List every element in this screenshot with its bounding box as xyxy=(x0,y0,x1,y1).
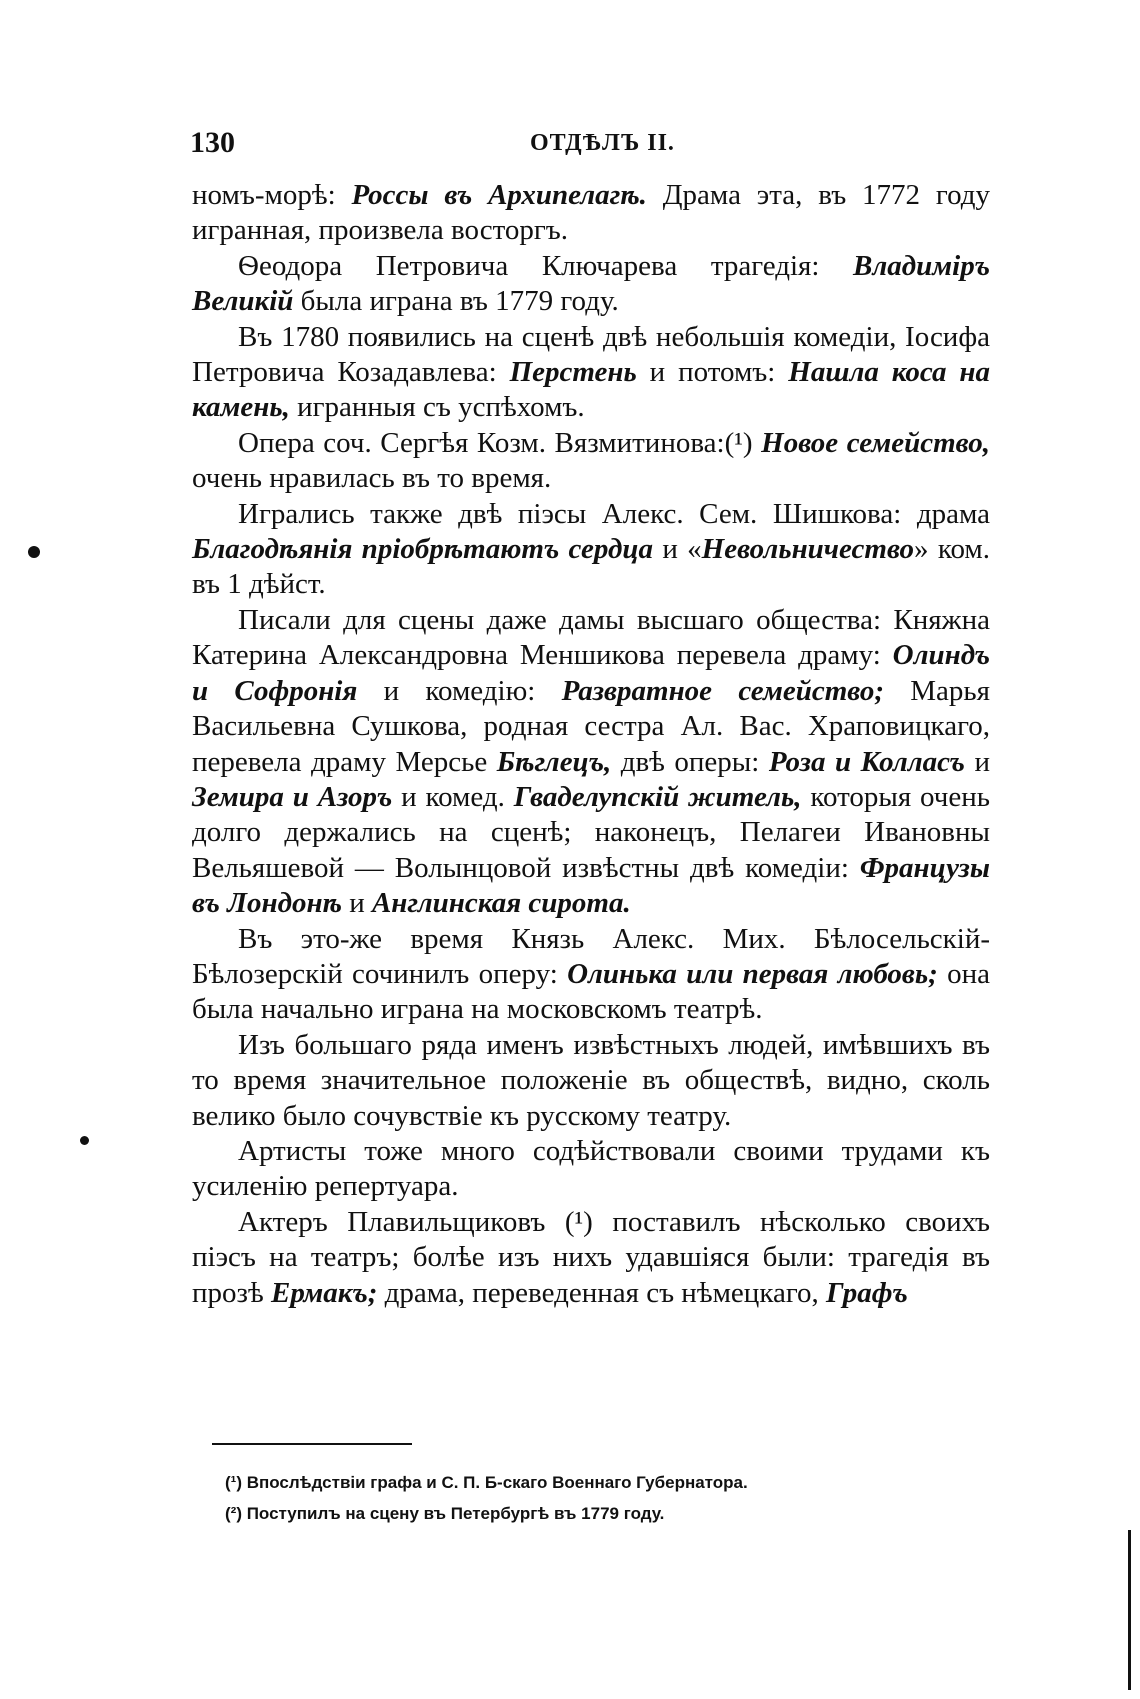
footnote-divider xyxy=(212,1443,412,1445)
italic-title: Графъ xyxy=(826,1276,908,1309)
italic-title: Невольничество xyxy=(701,533,915,566)
text-run: Опера соч. Сергѣя Козм. Вязмитинова:(¹) xyxy=(238,426,762,459)
text-run: была играна въ 1779 году. xyxy=(293,285,619,318)
paragraph xyxy=(192,497,990,603)
paragraph xyxy=(192,320,990,426)
scan-speck-dot xyxy=(80,1136,89,1145)
paragraph xyxy=(192,922,990,1028)
text-run: Писали для сцены даже дамы высшаго общества: Княжна Катерина Александровна Меншикова перевела драму: xyxy=(192,603,990,672)
italic-title: Земира и Азоръ xyxy=(192,780,393,813)
italic-title: Благодѣянія пріобрѣтаютъ сердца xyxy=(192,533,654,566)
main-text xyxy=(192,178,990,1311)
page-header xyxy=(190,126,990,166)
text-run: и « xyxy=(653,533,702,566)
text-run: Игрались также двѣ піэсы Алекс. Сем. Шишкова: драма xyxy=(238,497,990,530)
paragraph xyxy=(192,1134,990,1205)
text-run: и xyxy=(341,887,372,920)
text-run: которыя очень долго держались на сценѣ; наконецъ, Пелагеи Ивановны Вельяшевой — Волынцовой извѣстны двѣ комедіи: xyxy=(192,780,990,884)
text-run: Ѳеодора Петровича Ключарева трагедія: xyxy=(238,249,854,282)
italic-title: Гваделупскій житель, xyxy=(513,780,802,813)
text-run: игранныя съ успѣхомъ. xyxy=(289,391,585,424)
italic-title: Ермакъ; xyxy=(270,1276,378,1309)
footnote-1: (¹) Впослѣдствіи графа и С. П. Б-скаго Военнаго Губернатора. xyxy=(225,1473,748,1492)
italic-title: Перстень xyxy=(509,356,637,389)
text-run: драма, переведенная съ нѣмецкаго, xyxy=(377,1276,827,1309)
paragraph xyxy=(192,1205,990,1311)
text-run: она была начально играна на московскомъ театрѣ. xyxy=(192,957,990,1026)
paragraph xyxy=(192,249,990,320)
text-run: Артисты тоже много содѣйствовали своими трудами къ усиленію репертуара. xyxy=(192,1134,990,1203)
footnote-2: (²) Поступилъ на сцену въ Петербургѣ въ 1779 году. xyxy=(225,1504,665,1523)
paragraph xyxy=(192,603,990,922)
text-run: очень нравилась въ то время. xyxy=(192,462,552,495)
text-run: и xyxy=(964,745,990,778)
italic-title: Бѣглецъ, xyxy=(496,745,612,778)
italic-title: Олиндъ и Софронія xyxy=(192,639,990,707)
text-run: Изъ большаго ряда именъ извѣстныхъ людей, имѣвшихъ въ то время значительное положеніе въ обществѣ, видно, сколь велико было сочувствіе къ русскому театру. xyxy=(192,1028,990,1132)
italic-title: Новое семейство, xyxy=(761,426,991,459)
text-run: » ком. въ 1 дѣйст. xyxy=(192,533,990,601)
text-run: Марья Васильевна Сушкова, родная сестра Ал. Вас. Храповицкаго, перевела драму Мерсье xyxy=(192,674,990,778)
text-run: и комед. xyxy=(392,780,514,813)
italic-title: Развратное семейство; xyxy=(561,674,884,707)
running-head: ОТДѢЛЪ II. xyxy=(530,130,675,156)
italic-title: Роза и Колласъ xyxy=(768,745,965,778)
italic-title: Олинька или первая любовь; xyxy=(567,957,938,990)
scan-edge-line xyxy=(1128,1530,1131,1690)
italic-title: Россы въ Архипелагѣ. xyxy=(351,179,647,211)
text-run: Актеръ Плавильщиковъ (¹) поставилъ нѣсколько своихъ піэсъ на театръ; болѣе изъ нихъ удавшіяся были: трагедія въ прозѣ xyxy=(192,1205,990,1309)
text-run: Драма эта, въ 1772 году игранная, произвела восторгъ. xyxy=(192,179,990,247)
scan-speck-dot xyxy=(28,546,40,558)
text-run: двѣ оперы: xyxy=(611,745,769,778)
text-run: Въ 1780 появились на сценѣ двѣ небольшія комедіи, Іосифа Петровича Козадавлева: xyxy=(192,320,990,389)
italic-title: Французы въ Лондонѣ xyxy=(192,851,990,920)
paragraph xyxy=(192,1028,990,1134)
italic-title: Владимiръ Великiй xyxy=(192,249,990,318)
italic-title: Англинская сирота. xyxy=(371,887,631,920)
paragraph xyxy=(192,178,990,249)
page-number: 130 xyxy=(190,126,235,159)
text-run: номъ-морѣ: xyxy=(192,179,352,211)
text-run: и потомъ: xyxy=(636,356,789,389)
paragraph xyxy=(192,426,990,497)
text-run: Въ это-же время Князь Алекс. Мих. Бѣлосельскій-Бѣлозерскій сочинилъ оперу: xyxy=(192,922,990,990)
italic-title: Нашла коса на камень, xyxy=(192,356,990,424)
text-run: и комедію: xyxy=(357,674,562,707)
footnotes xyxy=(225,1467,965,1529)
